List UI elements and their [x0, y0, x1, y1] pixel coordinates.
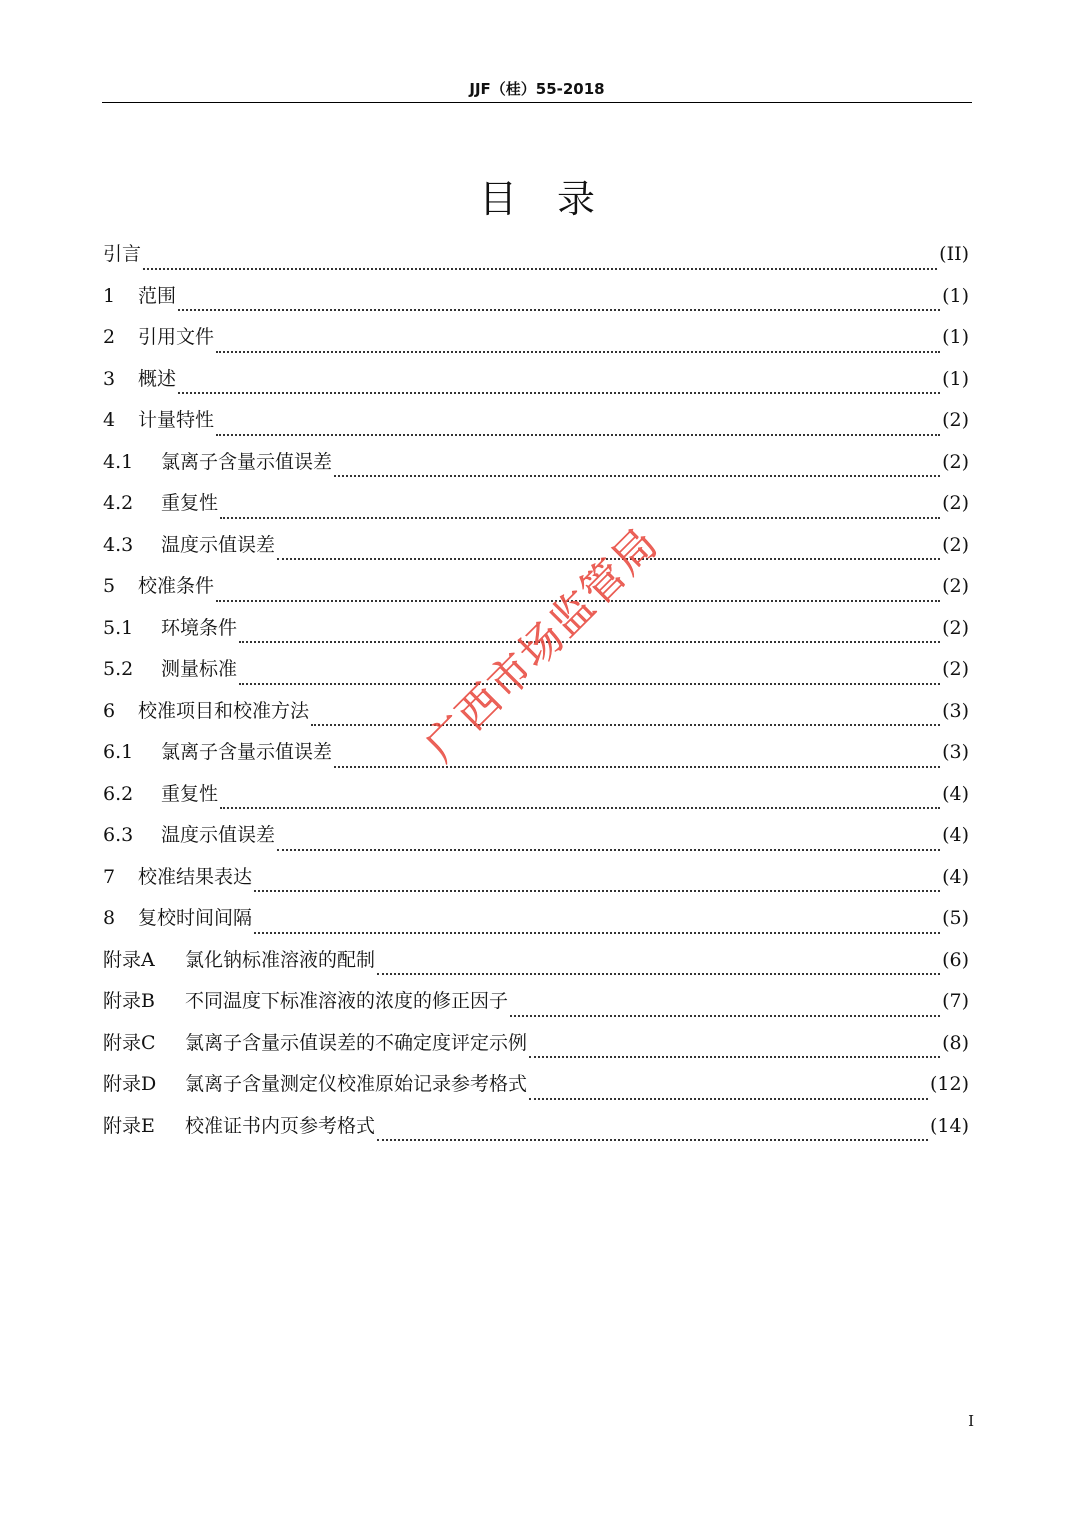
- toc-entry-number: 6: [103, 699, 116, 722]
- toc-entry[interactable]: [103, 981, 969, 1023]
- toc-entry-number: 4.1: [103, 450, 134, 473]
- toc-dot-leader: [178, 309, 940, 311]
- toc-entry-number: 6.1: [103, 741, 134, 763]
- toc-entry-page: (6): [942, 948, 969, 971]
- toc-entry[interactable]: [103, 317, 969, 359]
- page-number: I: [968, 1412, 974, 1430]
- toc-entry-number: 4.2: [103, 492, 134, 514]
- toc-entry[interactable]: [103, 857, 969, 899]
- toc-dot-leader: [311, 724, 940, 726]
- toc-entry-number: 8: [103, 907, 116, 929]
- toc-entry-page: (1): [942, 284, 969, 307]
- toc-entry-page: (7): [942, 990, 969, 1012]
- toc-entry-number: 1: [103, 284, 116, 307]
- toc-entry-title: 复校时间间隔: [138, 907, 253, 929]
- toc-entry[interactable]: [103, 940, 969, 982]
- toc-entry-number: 6.2: [103, 782, 134, 805]
- toc-entry-number: 附录C: [103, 1031, 156, 1054]
- toc-dot-leader: [510, 1015, 940, 1017]
- toc-entry-title: 校准条件: [138, 575, 215, 597]
- toc-entry-title: 计量特性: [138, 409, 215, 431]
- toc-entry-page: (2): [942, 575, 969, 597]
- toc-entry[interactable]: [103, 483, 969, 525]
- toc-entry-page: (2): [942, 492, 969, 514]
- toc-entry-page: (4): [942, 824, 969, 846]
- toc-entry-page: (3): [942, 741, 969, 763]
- toc-dot-leader: [334, 766, 940, 768]
- toc-dot-leader: [216, 351, 940, 353]
- toc-entry-title: 温度示值误差: [161, 533, 276, 556]
- toc-entry[interactable]: [103, 1064, 969, 1106]
- toc-dot-leader: [254, 932, 940, 934]
- toc-entry-title: 概述: [138, 367, 177, 390]
- toc-entry-page: (2): [942, 658, 969, 680]
- toc-dot-leader: [143, 268, 937, 270]
- toc-entry-title: 氯离子含量示值误差: [161, 450, 333, 473]
- toc-entry-page: (1): [942, 326, 969, 348]
- toc-entry-page: (2): [942, 533, 969, 556]
- toc-entry-number: 7: [103, 865, 116, 888]
- toc-entry[interactable]: [103, 1023, 969, 1065]
- toc-dot-leader: [239, 641, 940, 643]
- toc-entry-page: (14): [929, 1114, 969, 1137]
- toc-entry-page: (5): [942, 907, 969, 929]
- toc-entry-title: 校准项目和校准方法: [138, 699, 310, 722]
- toc-entry-number: 附录A: [103, 948, 155, 971]
- toc-entry-title: 氯离子含量示值误差: [161, 741, 333, 763]
- toc-entry-title: 氯化钠标准溶液的配制: [185, 948, 376, 971]
- toc-entry[interactable]: [103, 774, 969, 816]
- toc-entry-page: (2): [942, 450, 969, 473]
- toc-entry-number: 附录D: [103, 1073, 157, 1095]
- toc-entry-page: (1): [942, 367, 969, 390]
- toc-dot-leader: [239, 683, 940, 685]
- toc-entry-number: 附录E: [103, 1114, 155, 1137]
- toc-entry-number: 4: [103, 409, 116, 431]
- toc-dot-leader: [178, 392, 940, 394]
- toc-dot-leader: [334, 475, 940, 477]
- toc-entry-title: 氯离子含量示值误差的不确定度评定示例: [185, 1031, 528, 1054]
- toc-entry-title: 重复性: [161, 782, 219, 805]
- toc-entry[interactable]: [103, 276, 969, 318]
- toc-dot-leader: [529, 1056, 940, 1058]
- toc-entry[interactable]: [103, 234, 969, 276]
- toc-entry[interactable]: [103, 359, 969, 401]
- toc-entry-title: 引言: [103, 243, 142, 265]
- toc-entry-page: (4): [942, 782, 969, 805]
- toc-dot-leader: [220, 517, 940, 519]
- toc-entry-number: 5: [103, 575, 116, 597]
- toc-entry-title: 校准结果表达: [138, 865, 253, 888]
- toc-entry-number: 3: [103, 367, 116, 390]
- toc-dot-leader: [216, 434, 940, 436]
- header-divider: [102, 102, 972, 103]
- toc-entry[interactable]: [103, 1106, 969, 1148]
- toc-entry-title: 测量标准: [161, 658, 238, 680]
- toc-dot-leader: [529, 1098, 928, 1100]
- toc-dot-leader: [377, 1139, 928, 1141]
- toc-entry-number: 4.3: [103, 533, 134, 556]
- toc-entry-title: 引用文件: [138, 326, 215, 348]
- toc-entry-page: (2): [942, 616, 969, 639]
- toc-entry-page: (12): [929, 1073, 969, 1095]
- toc-entry[interactable]: [103, 400, 969, 442]
- toc-entry-title: 校准证书内页参考格式: [185, 1114, 376, 1137]
- toc-entry-title: 不同温度下标准溶液的浓度的修正因子: [185, 990, 509, 1012]
- toc-entry[interactable]: [103, 566, 969, 608]
- toc-entry-page: (II): [939, 243, 969, 265]
- toc-dot-leader: [377, 973, 940, 975]
- toc-entry[interactable]: [103, 815, 969, 857]
- toc-dot-leader: [220, 807, 940, 809]
- page-title: 目录: [478, 177, 635, 221]
- toc-entry-page: (4): [942, 865, 969, 888]
- toc-entry-number: 6.3: [103, 824, 134, 846]
- watermark-stamp: 广西市场监管局: [415, 517, 669, 771]
- toc-entry-number: 5.2: [103, 658, 134, 680]
- toc-entry-page: (2): [942, 409, 969, 431]
- toc-entry[interactable]: [103, 525, 969, 567]
- document-code-header: JJF（桂）55-2018: [469, 80, 605, 98]
- table-of-contents: [103, 234, 969, 1147]
- toc-entry-title: 重复性: [161, 492, 219, 514]
- toc-entry[interactable]: [103, 732, 969, 774]
- toc-entry-page: (8): [942, 1031, 969, 1054]
- toc-entry-number: 2: [103, 326, 116, 348]
- toc-entry-title: 温度示值误差: [161, 824, 276, 846]
- toc-entry-title: 范围: [138, 284, 177, 307]
- toc-entry[interactable]: [103, 691, 969, 733]
- toc-entry[interactable]: [103, 898, 969, 940]
- toc-dot-leader: [254, 890, 940, 892]
- toc-entry-number: 5.1: [103, 616, 134, 639]
- toc-entry[interactable]: [103, 442, 969, 484]
- toc-dot-leader: [277, 849, 940, 851]
- toc-entry-title: 环境条件: [161, 616, 238, 639]
- toc-entry-page: (3): [942, 699, 969, 722]
- toc-entry-number: 附录B: [103, 990, 155, 1012]
- toc-entry-title: 氯离子含量测定仪校准原始记录参考格式: [185, 1073, 528, 1095]
